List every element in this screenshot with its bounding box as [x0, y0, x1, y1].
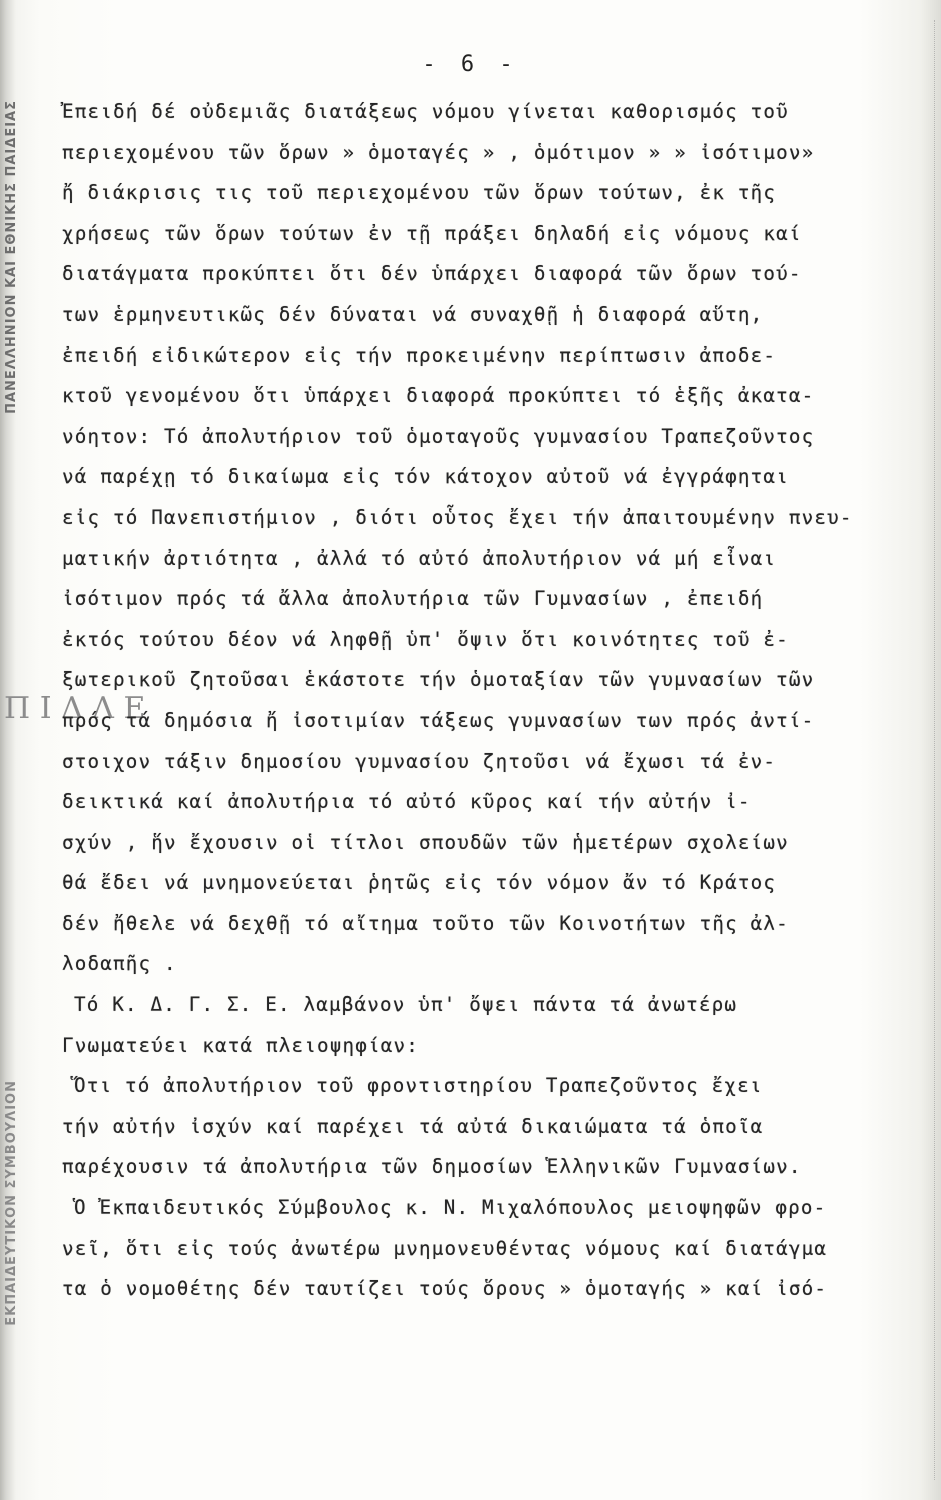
- text-line: ματικήν ἀρτιότητα , ἀλλά τό αὐτό ἀπολυτήριον νά μή εἶναι: [62, 546, 777, 570]
- text-line: εἰς τό Πανεπιστήμιον , διότι οὗτος ἔχει τήν ἀπαιτουμένην πνευ-: [62, 505, 853, 529]
- text-line: των ἑρμηνευτικῶς δέν δύναται νά συναχθῇ ἡ διαφορά αὕτη,: [62, 302, 764, 326]
- text-line: διατάγματα προκύπτει ὅτι δέν ὑπάρχει διαφορά τῶν ὅρων τού-: [62, 262, 802, 286]
- margin-stamp-letters: Π Ι Δ Λ Ε: [4, 691, 146, 726]
- text-line: Ὅτι τό ἀπολυτήριον τοῦ φροντιστηρίου Τραπεζοῦντος ἔχει: [74, 1074, 763, 1098]
- text-line: Τό Κ. Δ. Γ. Σ. Ε. λαμβάνον ὑπ' ὄψει πάντα τά ἀνωτέρω: [74, 993, 738, 1017]
- text-line: στοιχον τάξιν δημοσίου γυμνασίου ζητοῦσι νά ἔχωσι τά ἐν-: [62, 749, 777, 773]
- text-line: Ὁ Ἐκπαιδευτικός Σύμβουλος κ. Ν. Μιχαλόπουλος μειοψηφῶν φρο-: [74, 1196, 827, 1220]
- page-number: - 6 -: [422, 52, 519, 77]
- text-line: λοδαπῆς .: [62, 952, 177, 976]
- text-line: σχύν , ἥν ἔχουσιν οἱ τίτλοι σπουδῶν τῶν ἡμετέρων σχολείων: [62, 830, 789, 854]
- typed-body-text: [62, 92, 897, 1310]
- text-line: δεικτικά καί ἀπολυτήρια τό αὐτό κῦρος καί τήν αὐτήν ἰ-: [62, 790, 751, 814]
- text-line: νεῖ, ὅτι εἰς τούς ἀνωτέρω μνημονευθέντας νόμους καί διατάγμα: [62, 1236, 828, 1260]
- text-line: τα ὁ νομοθέτης δέν ταυτίζει τούς ὅρους » ὁμοταγής » καί ἰσό-: [62, 1277, 828, 1301]
- text-line: Ἐπειδή δέ οὐδεμιᾶς διατάξεως νόμου γίνεται καθορισμός τοῦ: [62, 100, 789, 123]
- text-line: ξωτερικοῦ ζητοῦσαι ἑκάστοτε τήν ὁμοταξίαν τῶν γυμνασίων τῶν: [62, 668, 815, 692]
- text-line: δέν ἤθελε νά δεχθῇ τό αἴτημα τοῦτο τῶν Κοινοτήτων τῆς ἀλ-: [62, 911, 789, 935]
- right-edge-marks: [930, 20, 935, 1480]
- text-line: νά παρέχῃ τό δικαίωμα εἰς τόν κάτοχον αὐτοῦ νά ἐγγράφηται: [62, 465, 789, 489]
- text-line: κτοῦ γενομένου ὅτι ὑπάρχει διαφορά προκύπτει τό ἑξῆς ἀκατα-: [62, 384, 815, 408]
- margin-stamp-bottom: ΕΚΠΑΙΔΕΥΤΙΚΟΝ ΣΥΜΒΟΥΛΙΟΝ: [4, 1080, 19, 1326]
- text-line: χρήσεως τῶν ὅρων τούτων ἐν τῇ πράξει δηλαδή εἰς νόμους καί: [62, 221, 802, 245]
- text-line: παρέχουσιν τά ἀπολυτήρια τῶν δημοσίων Ἑλληνικῶν Γυμνασίων.: [62, 1155, 802, 1179]
- text-line: Γνωματεύει κατά πλειοψηφίαν:: [62, 1033, 420, 1057]
- margin-stamp-top: ΠΑΝΕΛΛΗΝΙΟΝ ΚΑΙ ΕΘΝΙΚΗΣ ΠΑΙΔΕΙΑΣ: [4, 100, 19, 414]
- text-line: θά ἔδει νά μνημονεύεται ῥητῶς εἰς τόν νόμον ἄν τό Κράτος: [62, 871, 777, 895]
- text-line: ἤ διάκρισις τις τοῦ περιεχομένου τῶν ὅρων τούτων, ἐκ τῆς: [62, 181, 777, 205]
- text-line: νόητον: Τό ἀπολυτήριον τοῦ ὁμοταγοῦς γυμνασίου Τραπεζοῦντος: [62, 424, 815, 448]
- text-line: ἰσότιμον πρός τά ἄλλα ἀπολυτήρια τῶν Γυμνασίων , ἐπειδή: [62, 587, 764, 611]
- text-line: πρός τά δημόσια ἤ ἰσοτιμίαν τάξεως γυμνασίων των πρός ἀντί-: [62, 708, 815, 732]
- text-line: τήν αὐτήν ἰσχύν καί παρέχει τά αὐτά δικαιώματα τά ὁποῖα: [62, 1114, 764, 1138]
- text-line: ἐπειδή εἰδικώτερον εἰς τήν προκειμένην περίπτωσιν ἀποδε-: [62, 343, 777, 367]
- text-line: περιεχομένου τῶν ὅρων » ὁμοταγές » , ὁμότιμον » » ἰσότιμον»: [62, 140, 815, 164]
- text-line: ἐκτός τούτου δέον νά ληφθῇ ὑπ' ὄψιν ὅτι κοινότητες τοῦ ἐ-: [62, 627, 789, 651]
